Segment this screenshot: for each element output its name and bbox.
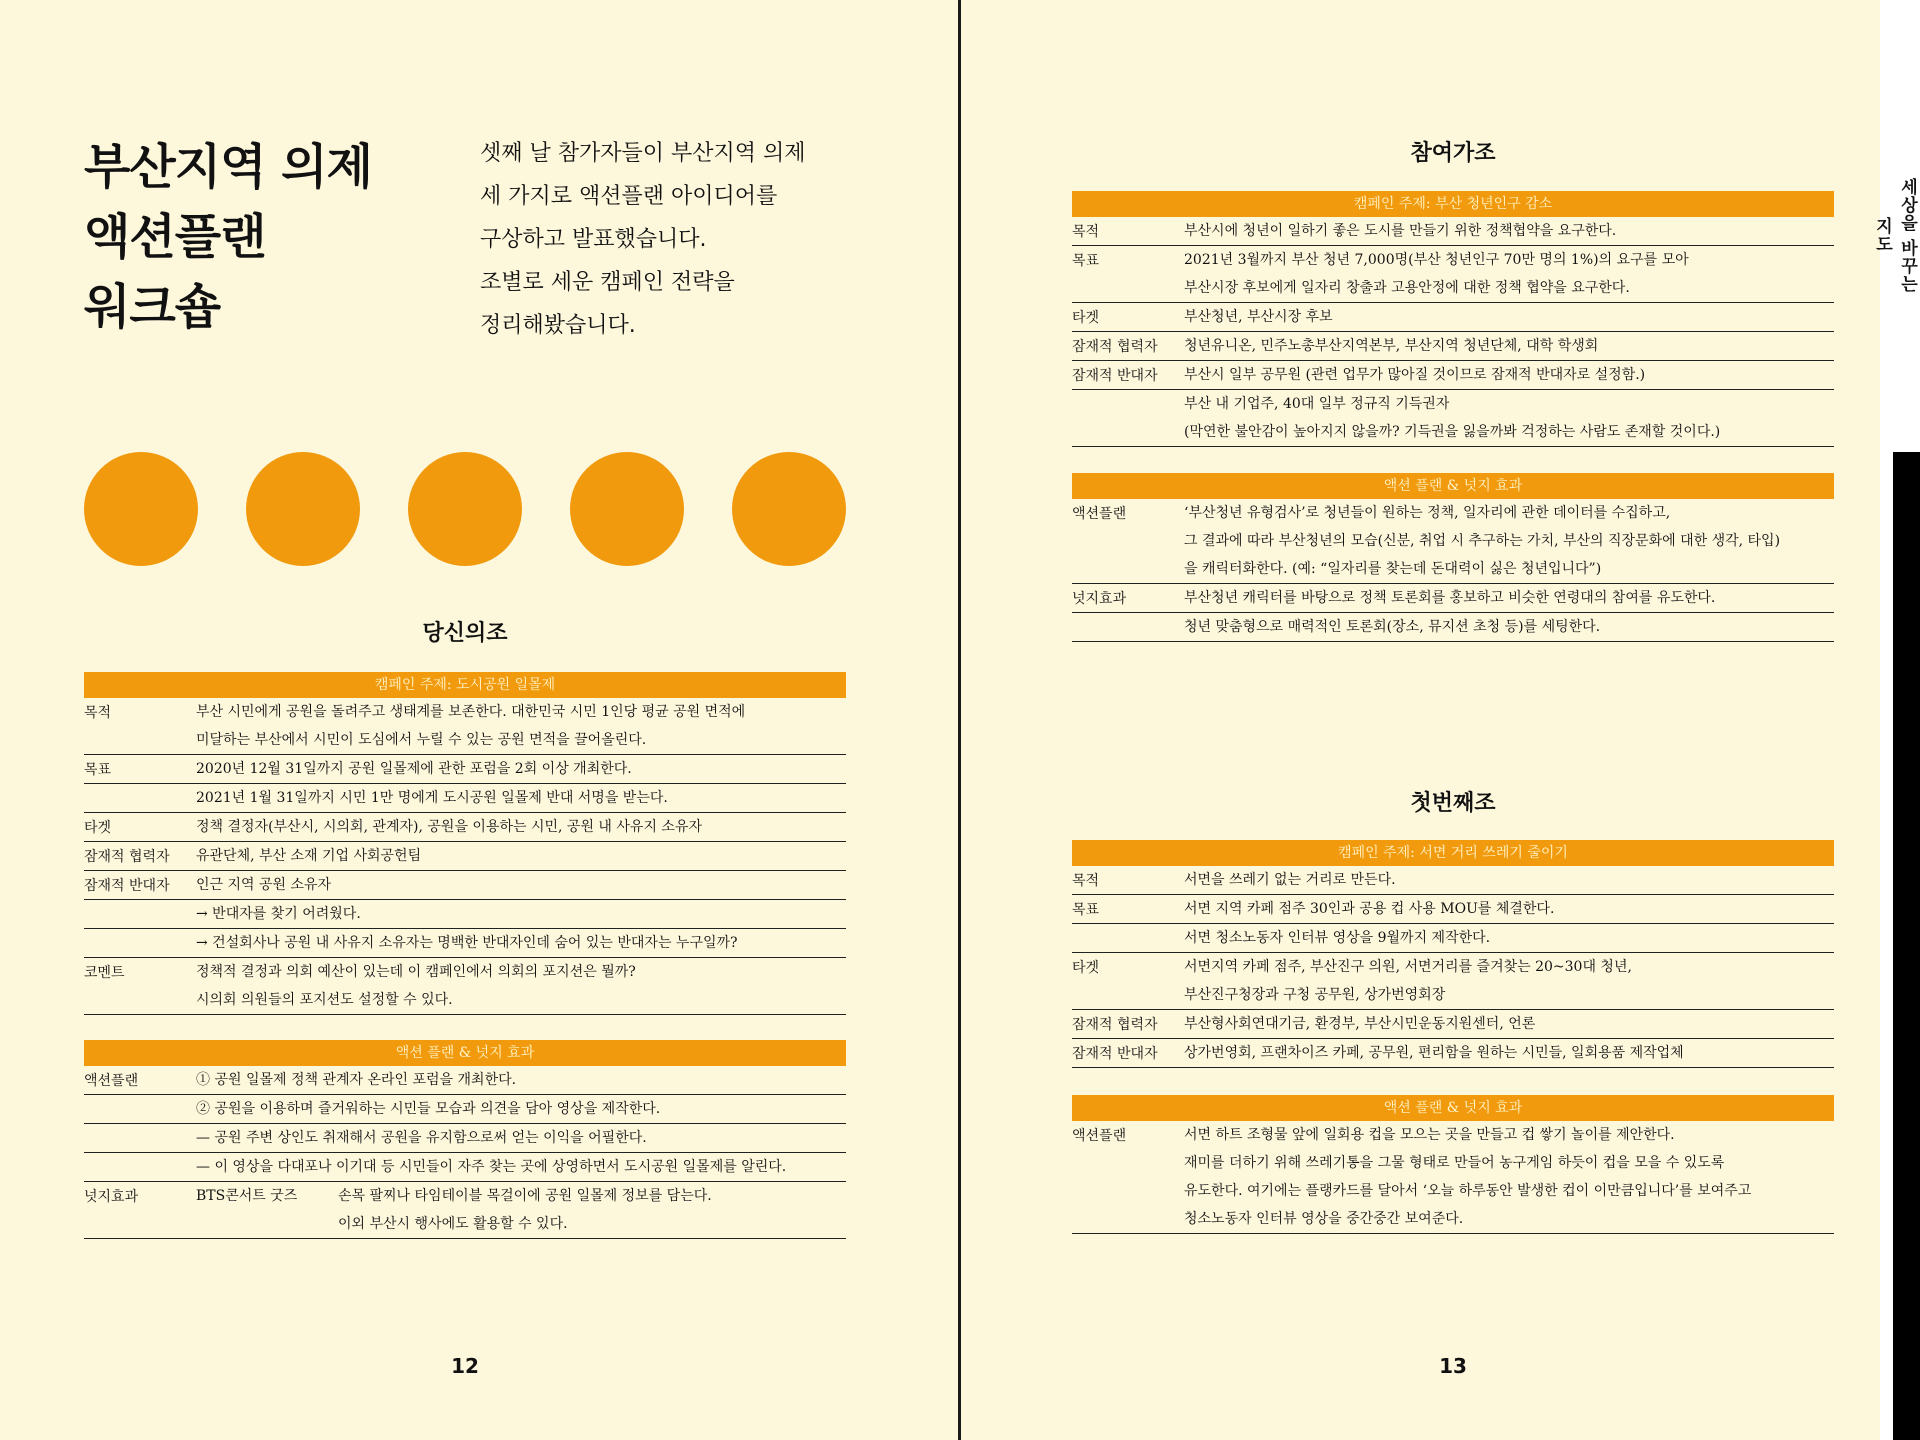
table-row [1072,332,1834,361]
row-value [196,1124,846,1152]
row-line: 2021년 1월 31일까지 시민 1만 명에게 도시공원 일몰제 반대 서명을 받는다. [196,790,668,806]
row-line: 상가번영회, 프랜차이즈 카페, 공무원, 편리함을 원하는 시민들, 일회용품 제작업체 [1184,1045,1684,1061]
table-row [84,958,846,1015]
action-header: 액션 플랜 & 넛지 효과 [1072,473,1834,499]
title-line: 액션플랜 [84,209,266,265]
nudge-sub-key: BTS콘서트 굿즈 [196,1188,298,1204]
row-line: 부산시에 청년이 일하기 좋은 도시를 만들기 위한 정책협약을 요구한다. [1184,223,1617,239]
intro-line: 셋째 날 참가자들이 부산지역 의제 [480,141,806,166]
row-line: 서면지역 카페 점주, 부산진구 의원, 서면거리를 즐겨찾는 20~30대 청년, [1184,959,1632,975]
row-line: 부산 시민에게 공원을 돌려주고 생태계를 보존한다. 대한민국 시민 1인당 평균 공원 면적에 [196,704,746,720]
left-page [0,0,958,1440]
row-key [84,1095,196,1123]
row-key: 목표 [1072,253,1100,269]
row-key: 목적 [1072,224,1100,240]
nudge-sub [196,1182,846,1238]
row-key: 타겟 [84,820,112,836]
row-value [196,755,846,783]
row-value [196,813,846,841]
row-line: ‘부산청년 유형검사’로 청년들이 원하는 정책, 일자리에 관한 데이터를 수집하고, [1184,505,1671,521]
table-row [1072,953,1834,1010]
table-row [1072,303,1834,332]
row-line: 미달하는 부산에서 시민이 도심에서 누릴 수 있는 공원 면적을 끌어올린다. [196,732,647,748]
row-key: 타겟 [1072,960,1100,976]
table-row [1072,866,1834,895]
row-line: 인근 지역 공원 소유자 [196,877,332,893]
row-key: 목적 [84,705,112,721]
action-header: 액션 플랜 & 넛지 효과 [1072,1095,1834,1121]
intro-line: 조별로 세운 캠페인 전략을 [480,270,735,295]
campaign-table [1072,840,1834,1068]
row-line: 그 결과에 따라 부산청년의 모습(신분, 취업 시 추구하는 가치, 부산의 직장문화에 대한 생각, 타입) [1184,533,1781,549]
gutter-line [958,0,961,1440]
table-row [1072,1121,1834,1234]
row-line: (막연한 불안감이 높아지지 않을까? 기득권을 잃을까봐 걱정하는 사람도 존재할 것이다.) [1184,424,1721,440]
table-row [84,900,846,929]
table-row [84,929,846,958]
table-row [1072,217,1834,246]
row-value [196,900,846,928]
row-line: 2020년 12월 31일까지 공원 일몰제에 관한 포럼을 2회 이상 개최한다. [196,761,632,777]
intro-text [480,132,806,347]
table-row [1072,1010,1834,1039]
table-row [84,1095,846,1124]
table-row [1072,246,1834,303]
group-title: 참여가조 [1410,140,1496,166]
row-key: 잠재적 협력자 [84,849,170,865]
row-value [1184,332,1834,360]
group-title: 첫번째조 [1410,790,1496,816]
row-value [196,1095,846,1123]
row-key: 잠재적 협력자 [1072,339,1158,355]
row-key [84,1153,196,1181]
row-line: 청년유니온, 민주노총부산지역본부, 부산지역 청년단체, 대학 학생회 [1184,338,1599,354]
campaign-header: 캠페인 주제: 부산 청년인구 감소 [1072,191,1834,217]
row-line: 유도한다. 여기에는 플랭카드를 달아서 ‘오늘 하루동안 발생한 컵이 이만큼입니다’를 보여주고 [1184,1183,1752,1199]
row-line: 서면 청소노동자 인터뷰 영상을 9월까지 제작한다. [1184,930,1491,946]
row-key [84,784,196,812]
row-value [1184,361,1834,389]
row-line: ① 공원 일몰제 정책 관계자 온라인 포럼을 개최한다. [196,1072,517,1088]
orange-dot [246,452,360,566]
side-label: 세상을 바꾸는 지도 [1872,177,1917,293]
table-row [84,1182,846,1239]
row-line: 부산시장 후보에게 일자리 창출과 고용안정에 대한 정책 협약을 요구한다. [1184,280,1630,296]
row-line: 서면 하트 조형물 앞에 일회용 컵을 모으는 곳을 만들고 컵 쌓기 놀이를 제안한다. [1184,1127,1675,1143]
campaign-table [84,672,846,1015]
row-value [196,698,846,754]
table-row [84,1066,846,1095]
table-row [1072,499,1834,584]
row-value [196,871,846,899]
row-line: 시의회 의원들의 포지션도 설정할 수 있다. [196,992,453,1008]
row-key: 잠재적 반대자 [1072,368,1158,384]
campaign-header: 캠페인 주제: 도시공원 일몰제 [84,672,846,698]
row-key: 넛지효과 [1072,591,1127,607]
row-line: 청소노동자 인터뷰 영상을 중간중간 보여준다. [1184,1211,1464,1227]
table-row [84,871,846,900]
page-number: 12 [451,1354,479,1378]
row-key: 잠재적 반대자 [1072,1046,1158,1062]
intro-line: 정리해봤습니다. [480,313,636,338]
row-line: 유관단체, 부산 소재 기업 사회공헌팀 [196,848,422,864]
row-value [196,929,846,957]
row-key: 목표 [84,762,112,778]
row-line: 이외 부산시 행사에도 활용할 수 있다. [338,1216,568,1232]
row-key [1072,924,1184,952]
row-line: 부산청년 캐릭터를 바탕으로 정책 토론회를 홍보하고 비슷한 연령대의 참여를 유도한다. [1184,590,1716,606]
orange-dot [570,452,684,566]
row-key [1072,390,1184,446]
row-value [1184,217,1834,245]
table-row [1072,613,1834,642]
page-title [84,132,372,342]
row-key: 잠재적 반대자 [84,878,170,894]
table-row [84,755,846,784]
row-line: 부산형사회연대기금, 환경부, 부산시민운동지원센터, 언론 [1184,1016,1536,1032]
action-table [84,1040,846,1239]
row-key: 액션플랜 [1072,506,1127,522]
table-row [1072,584,1834,613]
row-key: 액션플랜 [1072,1128,1127,1144]
row-value [1184,1010,1834,1038]
row-value [196,1153,846,1181]
table-row [84,813,846,842]
row-value [1184,303,1834,331]
row-line: 부산시 일부 공무원 (관련 업무가 많아질 것이므로 잠재적 반대자로 설정함.) [1184,367,1646,383]
row-value [1184,895,1834,923]
row-value [196,1182,846,1238]
group-title: 당신의조 [422,620,508,646]
row-value [1184,584,1834,612]
row-line: 2021년 3월까지 부산 청년 7,000명(부산 청년인구 70만 명의 1%)의 요구를 모아 [1184,252,1689,268]
row-key [1072,613,1184,641]
action-table [1072,1095,1834,1234]
row-key: 액션플랜 [84,1073,139,1089]
row-line: 재미를 더하기 위해 쓰레기통을 그물 형태로 만들어 농구게임 하듯이 컵을 모을 수 있도록 [1184,1155,1725,1171]
edge-tab [1893,452,1920,1440]
orange-dot [732,452,846,566]
intro-line: 구상하고 발표했습니다. [480,227,707,252]
row-line: 손목 팔찌나 타임테이블 목걸이에 공원 일몰제 정보를 담는다. [338,1188,712,1204]
row-line: → 건설회사나 공원 내 사유지 소유자는 명백한 반대자인데 숨어 있는 반대자는 누구일까? [196,935,738,951]
row-line: 청년 맞춤형으로 매력적인 토론회(장소, 뮤지션 초청 등)를 세팅한다. [1184,619,1601,635]
row-line: 부산진구청장과 구청 공무원, 상가번영회장 [1184,987,1446,1003]
row-line: — 공원 주변 상인도 취재해서 공원을 유지함으로써 얻는 이익을 어필한다. [196,1130,647,1146]
row-key: 잠재적 협력자 [1072,1017,1158,1033]
row-line: → 반대자를 찾기 어려웠다. [196,906,361,922]
row-line: 서면 지역 카페 점주 30인과 공용 컵 사용 MOU를 체결한다. [1184,901,1555,917]
row-line: 서면을 쓰레기 없는 거리로 만든다. [1184,872,1396,888]
action-header: 액션 플랜 & 넛지 효과 [84,1040,846,1066]
campaign-header: 캠페인 주제: 서면 거리 쓰레기 줄이기 [1072,840,1834,866]
row-line: ② 공원을 이용하며 즐거워하는 시민들 모습과 의견을 담아 영상을 제작한다. [196,1101,661,1117]
row-value [1184,499,1834,583]
table-row [84,1153,846,1182]
row-value [1184,953,1834,1009]
right-page [962,0,1920,1440]
row-value [1184,866,1834,894]
row-value [196,784,846,812]
title-line: 워크숍 [84,279,221,335]
row-line: 정책 결정자(부산시, 시의회, 관계자), 공원을 이용하는 시민, 공원 내 사유지 소유자 [196,819,702,835]
row-line: 정책적 결정과 의회 예산이 있는데 이 캠페인에서 의회의 포지션은 뭘까? [196,964,636,980]
row-key [84,929,196,957]
page-number: 13 [1439,1354,1467,1378]
table-row [1072,895,1834,924]
intro-line: 세 가지로 액션플랜 아이디어를 [480,184,778,209]
action-table [1072,473,1834,642]
row-value [1184,613,1834,641]
row-key: 넛지효과 [84,1189,139,1205]
row-key: 코멘트 [84,965,125,981]
table-row [84,698,846,755]
row-value [196,842,846,870]
table-row [1072,361,1834,390]
row-line: 부산청년, 부산시장 후보 [1184,309,1333,325]
row-value [1184,1039,1834,1067]
table-row [1072,924,1834,953]
row-value [1184,924,1834,952]
table-row [84,784,846,813]
row-key: 목표 [1072,902,1100,918]
table-row [1072,390,1834,447]
row-key: 목적 [1072,873,1100,889]
campaign-table [1072,191,1834,447]
nudge-sub-value [338,1182,846,1238]
row-line: — 이 영상을 다대포나 이기대 등 시민들이 자주 찾는 곳에 상영하면서 도시공원 일몰제를 알린다. [196,1159,787,1175]
row-key [84,900,196,928]
table-row [84,1124,846,1153]
orange-dot [408,452,522,566]
row-value [196,958,846,1014]
row-key: 타겟 [1072,310,1100,326]
table-row [1072,1039,1834,1068]
row-value [1184,1121,1834,1233]
orange-dot [84,452,198,566]
row-value [1184,390,1834,446]
row-key [84,1124,196,1152]
decorative-dots [84,452,846,566]
row-line: 부산 내 기업주, 40대 일부 정규직 기득권자 [1184,396,1450,412]
table-row [84,842,846,871]
row-value [196,1066,846,1094]
row-line: 을 캐릭터화한다. (예: “일자리를 찾는데 돈대력이 싫은 청년입니다”) [1184,561,1602,577]
row-value [1184,246,1834,302]
title-line: 부산지역 의제 [84,139,372,195]
